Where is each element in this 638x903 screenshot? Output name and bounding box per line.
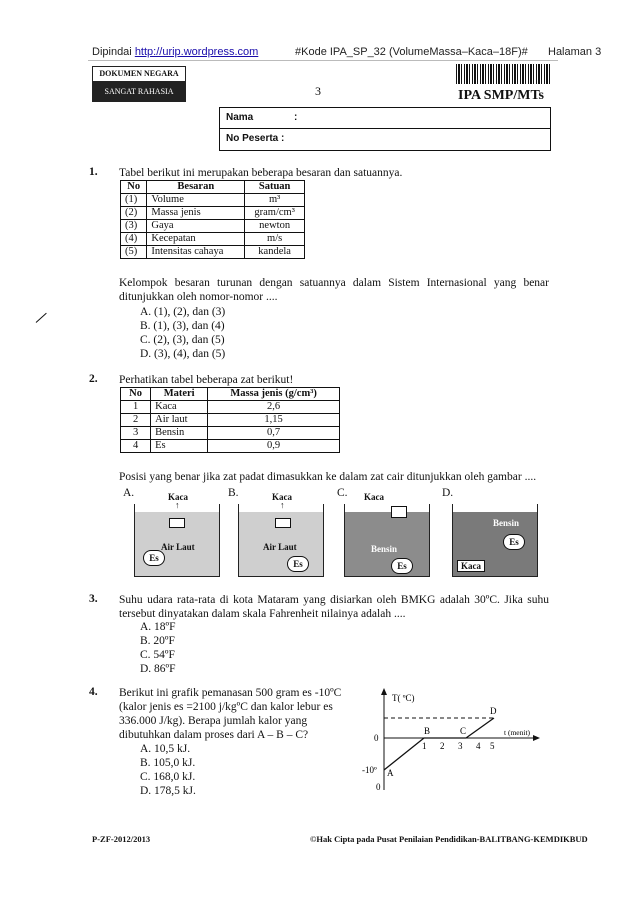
cell: Es <box>151 440 208 453</box>
peserta-label: No Peserta : <box>226 133 285 144</box>
glass-block <box>275 518 291 528</box>
point-c-label: C <box>460 726 467 736</box>
cell: 3 <box>121 427 151 440</box>
cell: 4 <box>121 440 151 453</box>
pen-mark <box>36 313 47 323</box>
point-d-label: D <box>490 706 497 716</box>
q2-figures <box>120 486 550 582</box>
table-row <box>121 427 340 440</box>
q1-table <box>120 180 305 259</box>
q4-option-b[interactable]: B. 105,0 kJ. <box>140 757 196 769</box>
doc-title: DOKUMEN NEGARA <box>93 67 185 82</box>
scan-header <box>92 46 258 58</box>
origin-label: 0 <box>376 782 381 792</box>
q1-table-header <box>121 181 305 194</box>
header-divider <box>88 60 558 61</box>
glass-block <box>169 518 185 528</box>
figure-a-kaca-label: Kaca <box>168 492 188 502</box>
figure-a-es-label: Es <box>143 550 165 566</box>
cell: (1) <box>121 194 147 207</box>
cell: 0,9 <box>208 440 340 453</box>
figure-a-beaker[interactable] <box>134 504 220 577</box>
q2-table <box>120 387 340 453</box>
footer-code: P-ZF-2012/2013 <box>92 834 151 844</box>
cell: newton <box>245 220 305 233</box>
q3-option-a[interactable]: A. 18ºF <box>140 621 176 633</box>
q4-option-d[interactable]: D. 178,5 kJ. <box>140 785 196 797</box>
cell: (4) <box>121 233 147 246</box>
document-classification <box>92 66 186 102</box>
identity-box <box>219 107 551 151</box>
doc-code: #Kode IPA_SP_32 (VolumeMassa–Kaca–18F)# <box>295 46 528 58</box>
cell: 2,6 <box>208 401 340 414</box>
q4-option-c[interactable]: C. 168,0 kJ. <box>140 771 196 783</box>
name-colon: : <box>294 112 298 123</box>
table-row <box>121 220 305 233</box>
figure-d-liquid-label: Bensin <box>493 518 520 528</box>
y-zero-label: 0 <box>374 733 379 743</box>
header-cell: No <box>121 388 151 401</box>
cell: Kaca <box>151 401 208 414</box>
q3-question: Suhu udara rata-rata di kota Mataram yang disiarkan oleh BMKG adalah 30ºC. Jika suhu tersebut dinyatakan dalam skala Fahrenheit nilainya adalah .... <box>119 594 549 620</box>
cell: Volume <box>147 194 245 207</box>
cell: m³ <box>245 194 305 207</box>
y-axis-arrow-icon <box>381 688 387 695</box>
table-row <box>121 233 305 246</box>
table-row <box>121 194 305 207</box>
cell: gram/cm³ <box>245 207 305 220</box>
table-row <box>121 207 305 220</box>
table-row <box>121 246 305 259</box>
name-label: Nama <box>226 112 254 123</box>
glass-block <box>391 506 407 518</box>
tick-label: 5 <box>490 741 495 751</box>
q2-number: 2. <box>89 373 98 385</box>
cell: Gaya <box>147 220 245 233</box>
q1-option-c[interactable]: C. (2), (3), dan (5) <box>140 334 225 346</box>
cell: 1,15 <box>208 414 340 427</box>
figure-a-letter[interactable]: A. <box>123 487 135 499</box>
figure-c-beaker[interactable] <box>344 504 430 577</box>
page-number: 3 <box>315 84 321 98</box>
figure-c-letter[interactable]: C. <box>337 487 348 499</box>
cell: Kecepatan <box>147 233 245 246</box>
cell: Bensin <box>151 427 208 440</box>
cell: Intensitas cahaya <box>147 246 245 259</box>
figure-d-es-label: Es <box>503 534 525 550</box>
y-axis-label: T( ºC) <box>392 693 415 703</box>
q4-option-a[interactable]: A. 10,5 kJ. <box>140 743 191 755</box>
figure-b-kaca-label: Kaca <box>272 492 292 502</box>
tick-label: 2 <box>440 741 445 751</box>
q1-number: 1. <box>89 166 98 178</box>
tick-label: 3 <box>458 741 463 751</box>
cell: (5) <box>121 246 147 259</box>
q1-option-d[interactable]: D. (3), (4), dan (5) <box>140 348 226 360</box>
up-arrow-icon: ↑ <box>280 500 285 510</box>
figure-b-letter[interactable]: B. <box>228 487 239 499</box>
barcode-icon <box>456 64 552 84</box>
secret-label: SANGAT RAHASIA <box>93 82 185 101</box>
q1-option-b[interactable]: B. (1), (3), dan (4) <box>140 320 225 332</box>
cell: (3) <box>121 220 147 233</box>
table-row <box>121 414 340 427</box>
cell: Massa jenis <box>147 207 245 220</box>
table-row <box>121 401 340 414</box>
page-label: Halaman 3 <box>548 46 602 58</box>
tick-label: 1 <box>422 741 427 751</box>
point-b-label: B <box>424 726 431 736</box>
x-axis-label: t (menit) <box>504 728 531 737</box>
table-row <box>121 440 340 453</box>
figure-b-es-label: Es <box>287 556 309 572</box>
subject-title: IPA SMP/MTs <box>458 88 544 103</box>
figure-b-beaker[interactable] <box>238 504 324 577</box>
header-cell: Massa jenis (g/cm³) <box>208 388 340 401</box>
figure-a-liquid-label: Air Laut <box>161 542 195 552</box>
q2-question: Posisi yang benar jika zat padat dimasukkan ke dalam zat cair ditunjukkan oleh gambar .... <box>119 471 537 483</box>
q4-line-3: 336.000 J/kg). Berapa jumlah kalor yang <box>119 715 308 727</box>
q3-number: 3. <box>89 593 98 605</box>
header-cell: Satuan <box>245 181 305 194</box>
cell: kandela <box>245 246 305 259</box>
cell: 0,7 <box>208 427 340 440</box>
figure-d-kaca-label: Kaca <box>457 560 485 572</box>
y-min-label: -10º <box>362 765 377 775</box>
tick-label: 4 <box>476 741 481 751</box>
figure-d-beaker[interactable] <box>452 504 538 577</box>
cell: m/s <box>245 233 305 246</box>
q3-option-b[interactable]: B. 20ºF <box>140 635 175 647</box>
cell: 2 <box>121 414 151 427</box>
figure-c-es-label: Es <box>391 558 413 574</box>
figure-b-liquid-label: Air Laut <box>263 542 297 552</box>
figure-d-letter[interactable]: D. <box>442 487 454 499</box>
cell: 1 <box>121 401 151 414</box>
q1-intro: Tabel berikut ini merupakan beberapa besaran dan satuannya. <box>119 167 403 179</box>
point-a-label: A <box>387 768 394 778</box>
q2-table-header <box>121 388 340 401</box>
x-axis-arrow-icon <box>533 735 540 741</box>
q3-option-c[interactable]: C. 54ºF <box>140 649 175 661</box>
figure-c-kaca-label: Kaca <box>364 492 384 502</box>
peserta-row[interactable] <box>220 129 550 149</box>
q4-line-2: (kalor jenis es =2100 j/kgºC dan kalor lebur es <box>119 701 333 713</box>
header-cell: Materi <box>151 388 208 401</box>
q1-question: Kelompok besaran turunan dengan satuannya dalam Sistem Internasional yang benar ditunjukkan oleh nomor-nomor .... <box>119 277 549 303</box>
q4-line-1: Berikut ini grafik pemanasan 500 gram es -10ºC <box>119 687 342 699</box>
cell: (2) <box>121 207 147 220</box>
source-link[interactable]: http://urip.wordpress.com <box>134 46 259 58</box>
header-cell: No <box>121 181 147 194</box>
q1-option-a[interactable]: A. (1), (2), dan (3) <box>140 306 226 318</box>
cell: Air laut <box>151 414 208 427</box>
figure-c-liquid-label: Bensin <box>371 544 398 554</box>
q4-line-4: dibutuhkan dalam proses dari A – B – C? <box>119 729 309 741</box>
name-row[interactable] <box>220 108 550 129</box>
q3-option-d[interactable]: D. 86ºF <box>140 663 176 675</box>
q2-intro: Perhatikan tabel beberapa zat berikut! <box>119 374 294 386</box>
scan-label: Dipindai <box>92 46 132 58</box>
q4-number: 4. <box>89 686 98 698</box>
up-arrow-icon: ↑ <box>175 500 180 510</box>
heating-graph <box>360 686 550 798</box>
footer-copyright: ©Hak Cipta pada Pusat Penilaian Pendidikan-BALITBANG-KEMDIKBUD <box>310 834 588 844</box>
header-cell: Besaran <box>147 181 245 194</box>
